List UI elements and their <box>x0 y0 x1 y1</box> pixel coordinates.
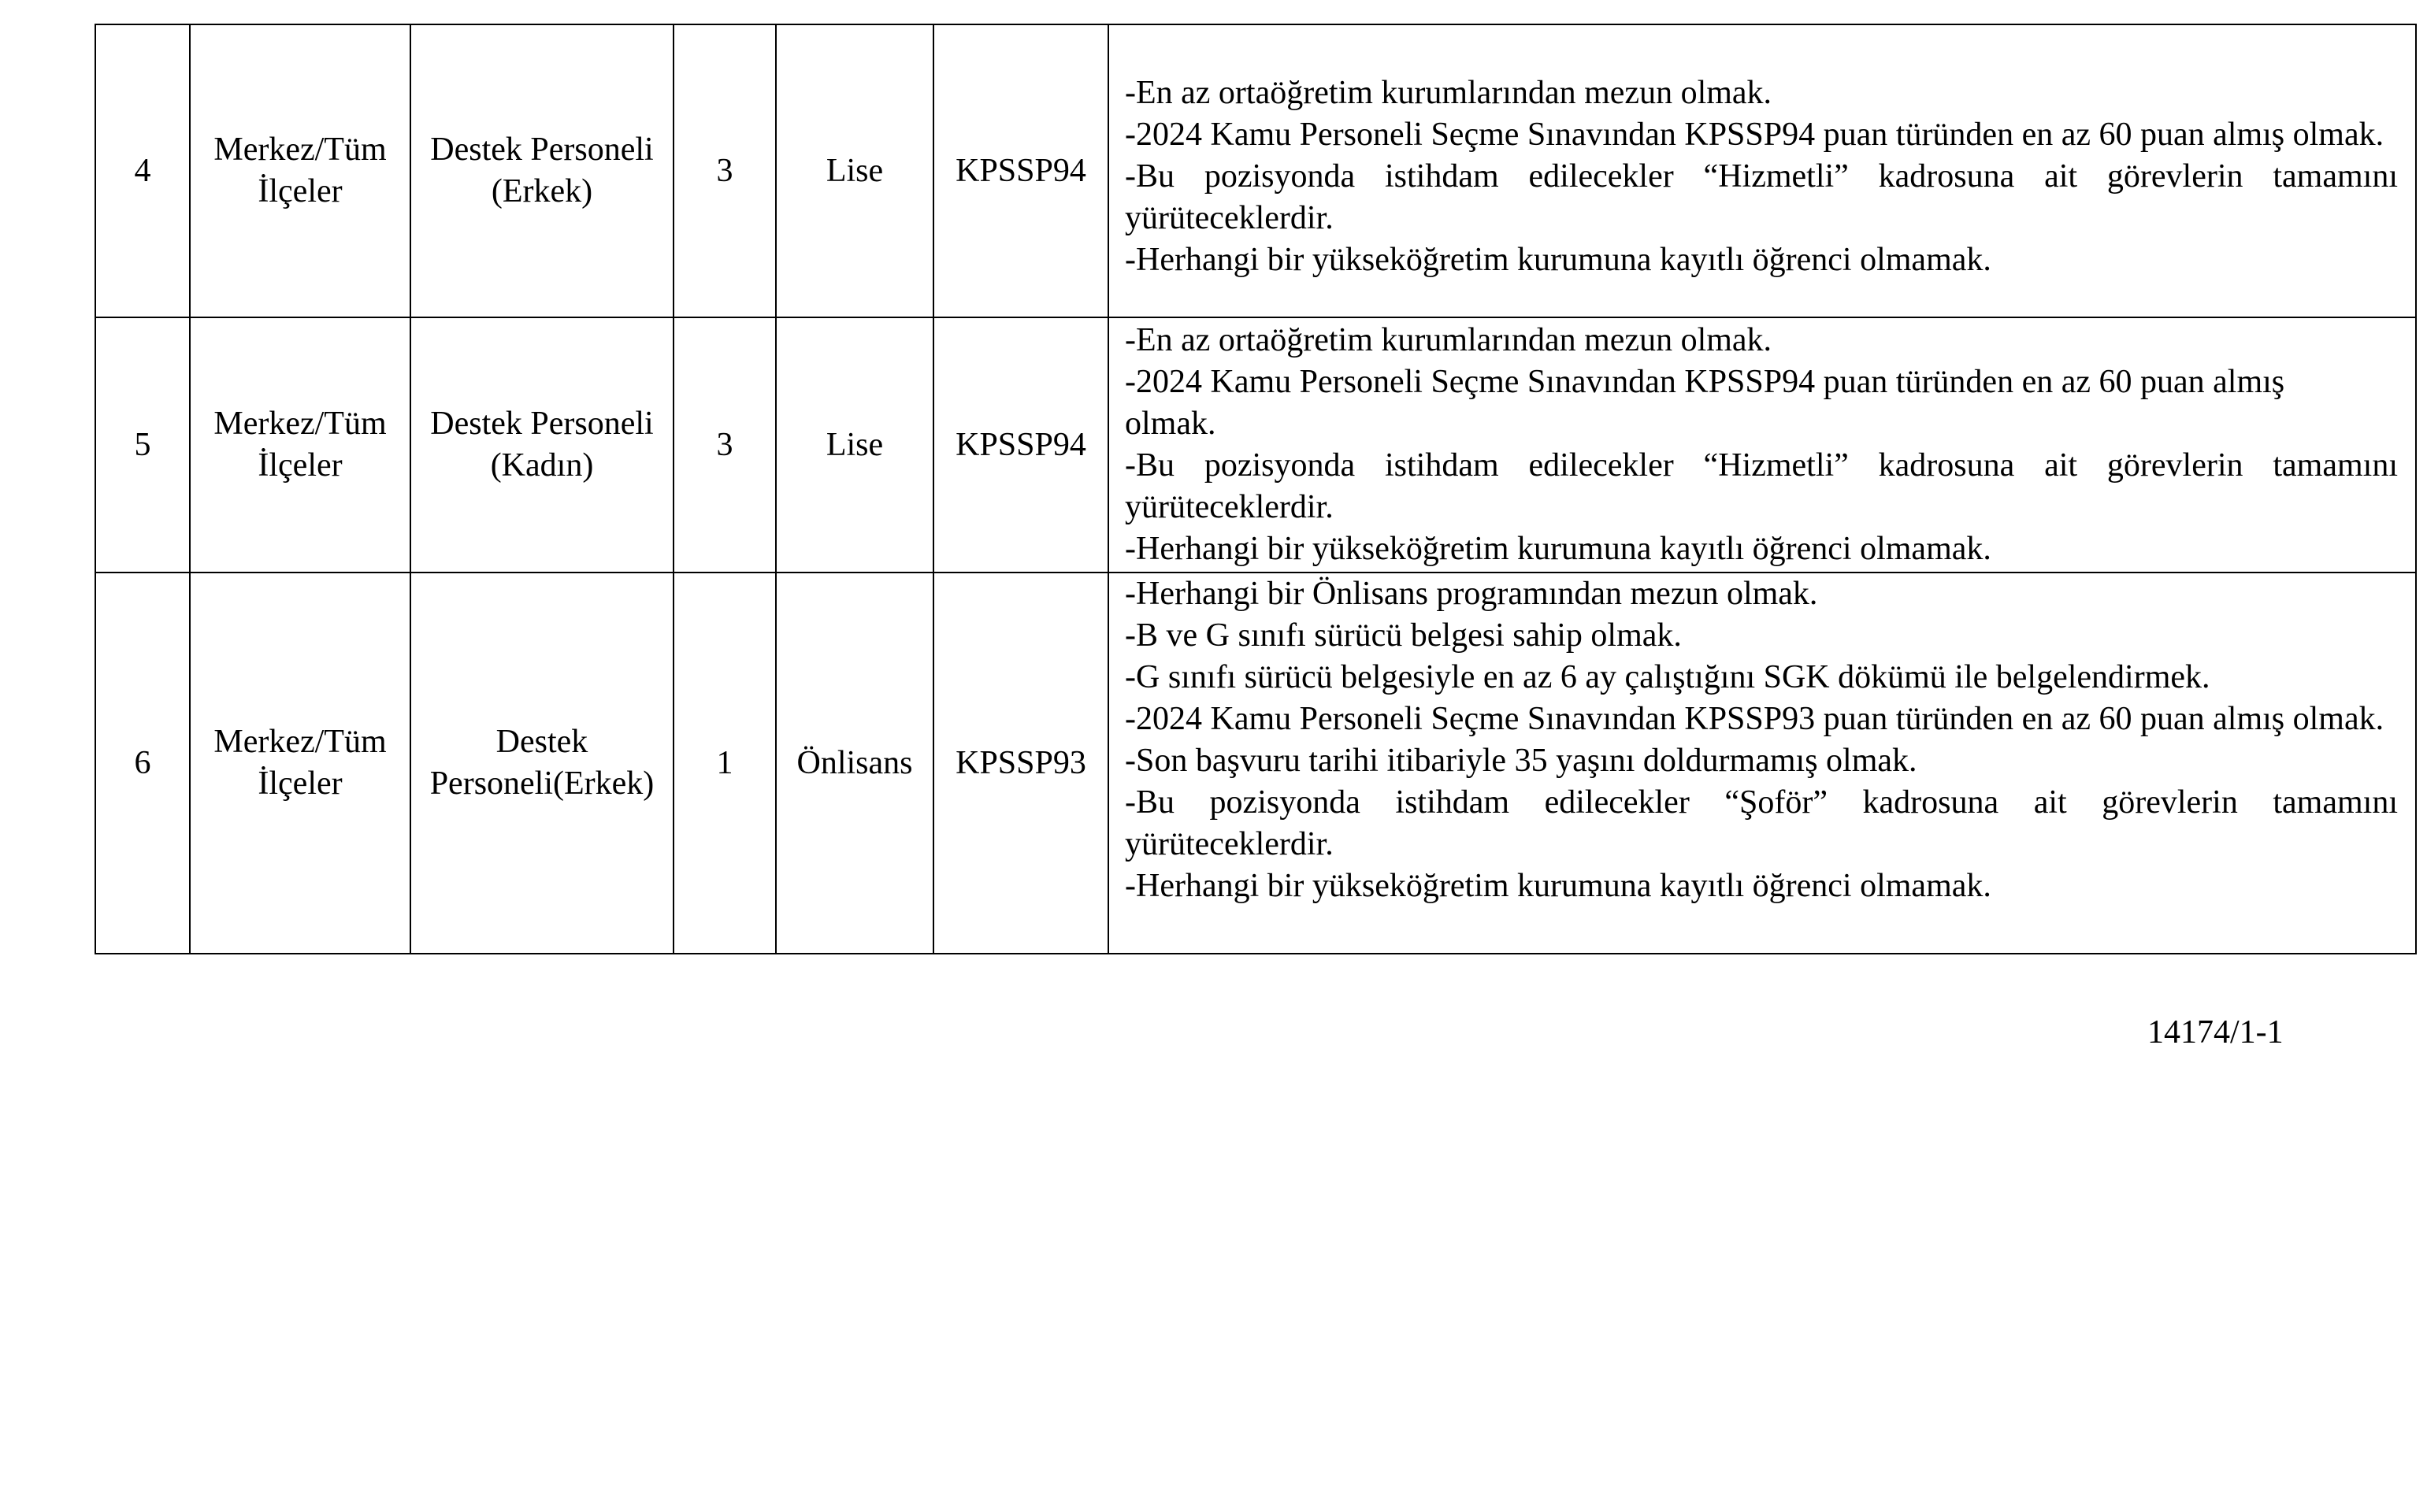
education-cell: Lise <box>776 24 933 317</box>
table-row <box>95 24 2416 317</box>
row-number-cell: 5 <box>95 317 190 573</box>
count-cell: 3 <box>674 24 776 317</box>
requirement-line: olmak. <box>1125 406 1216 442</box>
requirement-line: -2024 Kamu Personeli Seçme Sınavından KPSSP94 puan türünden en az 60 puan almış <box>1125 364 2285 400</box>
requirement-line: -Herhangi bir yükseköğretim kurumuna kayıtlı öğrenci olmamak. <box>1125 531 1991 567</box>
education-cell: Önlisans <box>776 573 933 954</box>
requirement-line: -Son başvuru tarihi itibariyle 35 yaşını doldurmamış olmak. <box>1125 743 1917 779</box>
unit-cell: Merkez/Tüm İlçeler <box>190 573 410 954</box>
position-cell: Destek Personeli (Erkek) <box>410 24 674 317</box>
requirements-cell <box>1108 317 2416 573</box>
row-number-cell: 4 <box>95 24 190 317</box>
requirements-cell <box>1108 573 2416 954</box>
score-type-cell: KPSSP93 <box>933 573 1108 954</box>
education-cell: Lise <box>776 317 933 573</box>
requirement-line: -Herhangi bir yükseköğretim kurumuna kayıtlı öğrenci olmamak. <box>1125 241 1991 278</box>
requirement-line: yürüteceklerdir. <box>1125 826 1334 862</box>
position-cell: Destek Personeli(Erkek) <box>410 573 674 954</box>
count-cell: 3 <box>674 317 776 573</box>
requirement-line: -Bu pozisyonda istihdam edilecekler “Şoför” kadrosuna ait görevlerin tamamını <box>1125 784 2398 821</box>
requirements-cell <box>1108 24 2416 317</box>
count-cell: 1 <box>674 573 776 954</box>
requirement-line: -Bu pozisyonda istihdam edilecekler “Hizmetli” kadrosuna ait görevlerin tamamını <box>1125 158 2398 195</box>
position-cell: Destek Personeli (Kadın) <box>410 317 674 573</box>
unit-cell: Merkez/Tüm İlçeler <box>190 317 410 573</box>
job-listing-table <box>95 24 2417 954</box>
requirement-line: yürüteceklerdir. <box>1125 199 1334 236</box>
requirement-line: -En az ortaöğretim kurumlarından mezun olmak. <box>1125 322 1772 358</box>
requirement-line: -Herhangi bir Önlisans programından mezun olmak. <box>1125 576 1818 612</box>
requirement-line: yürüteceklerdir. <box>1125 489 1334 525</box>
table-row <box>95 317 2416 573</box>
requirement-line: -En az ortaöğretim kurumlarından mezun olmak. <box>1125 74 1772 111</box>
score-type-cell: KPSSP94 <box>933 24 1108 317</box>
requirement-line: -G sınıfı sürücü belgesiyle en az 6 ay çalıştığını SGK dökümü ile belgelendirmek. <box>1125 659 2210 695</box>
score-type-cell: KPSSP94 <box>933 317 1108 573</box>
row-number-cell: 6 <box>95 573 190 954</box>
requirement-line: -B ve G sınıfı sürücü belgesi sahip olmak. <box>1125 617 1682 654</box>
table-row <box>95 573 2416 954</box>
requirement-line: -2024 Kamu Personeli Seçme Sınavından KPSSP94 puan türünden en az 60 puan almış olmak. <box>1125 116 2384 153</box>
requirement-line: -2024 Kamu Personeli Seçme Sınavından KPSSP93 puan türünden en az 60 puan almış olmak. <box>1125 701 2384 737</box>
requirement-line: -Herhangi bir yükseköğretim kurumuna kayıtlı öğrenci olmamak. <box>1125 868 1991 904</box>
page-number: 14174/1-1 <box>2147 1014 2284 1051</box>
unit-cell: Merkez/Tüm İlçeler <box>190 24 410 317</box>
requirement-line: -Bu pozisyonda istihdam edilecekler “Hizmetli” kadrosuna ait görevlerin tamamını <box>1125 447 2398 484</box>
